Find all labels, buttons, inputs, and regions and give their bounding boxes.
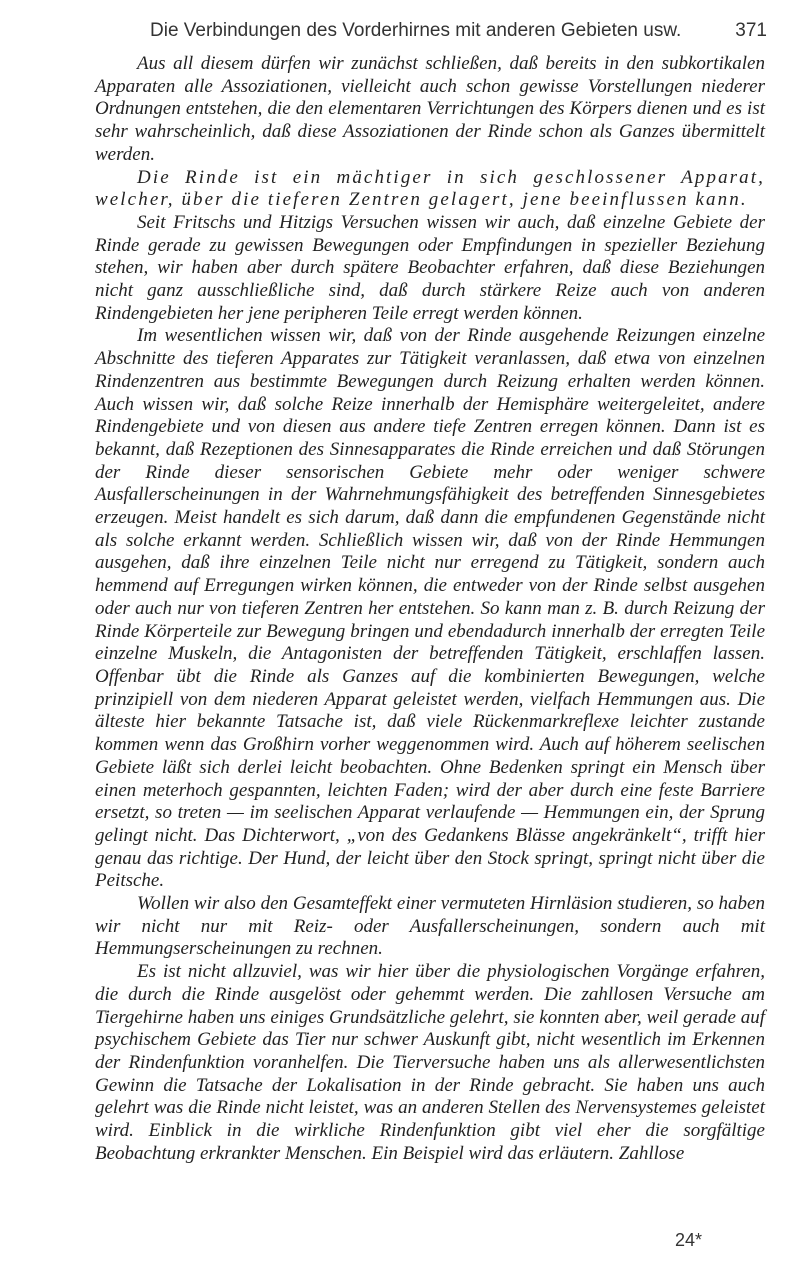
running-title: Die Verbindungen des Vorderhirnes mit anderen Gebieten usw. bbox=[150, 20, 682, 41]
body-text bbox=[95, 53, 765, 1165]
running-header bbox=[0, 20, 800, 44]
page-number: 371 bbox=[735, 20, 767, 41]
paragraph-3: Seit Fritschs und Hitzigs Versuchen wissen wir auch, daß einzelne Gebiete der Rinde gerade zu gewissen Bewegungen oder Empfindungen in spezieller Beziehung stehen, wir haben aber durch spätere Beobachter erfahren, daß diese Beziehungen nicht ganz ausschließliche sind, daß durch stärkere Reize auch von anderen Rindengebieten her jene peripheren Teile erregt werden können. bbox=[95, 211, 765, 324]
paragraph-6: Es ist nicht allzuviel, was wir hier über die physiologischen Vorgänge erfahren, die durch die Rinde ausgelöst oder gehemmt werden. Die zahllosen Versuche am Tiergehirne haben uns einiges Grundsätzliche gelehrt, sie konnten aber, weil gerade auf psychischem Gebiete das Tier nur schwer Auskunft gibt, nicht wesentlich im Erkennen der Rindenfunktion voranhelfen. Die Tierversuche haben uns als allerwesentlichsten Gewinn die Tatsache der Lokalisation in der Rinde gebracht. Sie haben uns auch gelehrt was die Rinde nicht leistet, was an anderen Stellen des Nervensystemes geleistet wird. Einblick in die wirkliche Rindenfunktion gibt viel eher die sorgfältige Beobachtung erkrankter Menschen. Ein Beispiel wird das erläutern. Zahllose bbox=[95, 961, 765, 1164]
paragraph-5: Wollen wir also den Gesamteffekt einer vermuteten Hirnläsion studieren, so haben wir nicht nur mit Reiz- oder Ausfallerscheinungen, sondern auch mit Hemmungserscheinungen zu rechnen. bbox=[95, 893, 765, 960]
paragraph-1: Aus all diesem dürfen wir zunächst schließen, daß bereits in den subkortikalen Apparaten alle Assoziationen, vielleicht auch schon gewisse Vorstellungen niederer Ordnungen entstehen, die den elementaren Verrichtungen des Körpers dienen und es ist sehr wahrscheinlich, daß diese Assoziationen der Rinde schon als Ganzes übermittelt werden. bbox=[95, 53, 765, 165]
paragraph-2: Die Rinde ist ein mächtiger in sich geschlossener Apparat, welcher, über die tieferen Zentren gelagert, jene beeinflussen kann. bbox=[95, 166, 765, 211]
paragraph-4: Im wesentlichen wissen wir, daß von der Rinde ausgehende Reizungen einzelne Abschnitte des tieferen Apparates zur Tätigkeit veranlassen, daß etwa von einzelnen Rindenzentren aus bestimmte Bewegungen durch Reizung erhalten werden können. Auch wissen wir, daß solche Reize innerhalb der Hemisphäre weitergeleitet, andere Rindengebiete und von diesen aus andere tiefe Zentren erregen können. Dann ist es bekannt, daß Rezeptionen des Sinnesapparates die Rinde erreichen und daß Störungen der Rinde dieser sensorischen Gebiete mehr oder weniger schwere Ausfallerscheinungen in der Wahrnehmungsfähigkeit des betreffenden Sinnesgebietes erzeugen. Meist handelt es sich darum, daß dann die empfundenen Gegenstände nicht als solche erkannt werden. Schließlich wissen wir, daß von der Rinde Hemmungen ausgehen, daß ihre einzelnen Teile nicht nur erregend zu Tätigkeit, sondern auch hemmend auf Erregungen wirken können, die entweder von der Rinde selbst ausgehen oder auch nur von tieferen Zentren her entstehen. So kann man z. B. durch Reizung der Rinde Körperteile zur Bewegung bringen und ebendadurch innerhalb der erregten Teile einzelne Muskeln, die Antagonisten der betreffenden Tätigkeit, erschlaffen lassen. Offenbar übt die Rinde als Ganzes auf die kombinierten Bewegungen, welche prinzipiell von dem niederen Apparat geleistet werden, vielfach Hemmungen aus. Die älteste hier bekannte Tatsache ist, daß viele Rückenmarkreflexe leichter zustande kommen wenn das Großhirn vorher weggenommen wird. Auch auf höherem seelischen Gebiete läßt sich derlei leicht beobachten. Ohne Bedenken springt ein Mensch über einen meterhoch gespannten, leichten Faden; wird der aber durch eine feste Barriere ersetzt, so treten — im seelischen Apparat verlaufende — Hemmungen ein, der Sprung gelingt nicht. Das Dichterwort, „von des Gedankens Blässe angekränkelt“, trifft hier genau das richtige. Der Hund, der leicht über den Stock springt, springt nicht über die Peitsche. bbox=[95, 325, 765, 892]
sheet-signature: 24* bbox=[675, 1230, 703, 1250]
